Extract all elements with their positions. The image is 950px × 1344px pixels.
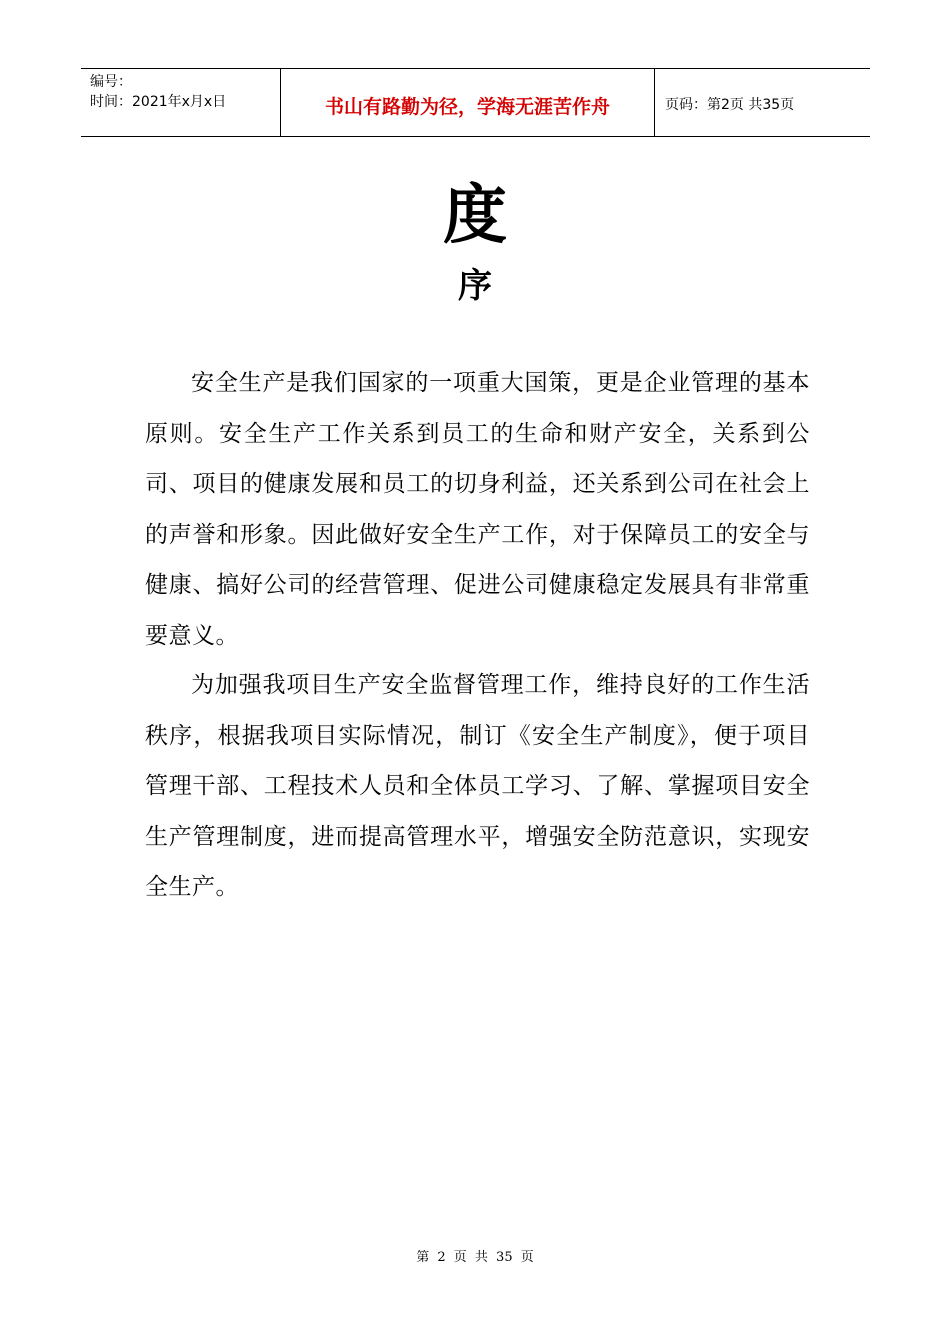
- body-paragraph-1: 安全生产是我们国家的一项重大国策，更是企业管理的基本原则。安全生产工作关系到员工的生命和财产安全，关系到公司、项目的健康发展和员工的切身利益，还关系到公司在社会上的声誉和形象。因此做好安全生产工作，对于保障员工的安全与健康、搞好公司的经营管理、促进公司健康稳定发展具有非常重要意义。: [145, 370, 810, 649]
- section-heading-char: 度: [443, 178, 507, 253]
- document-number-label: 编号：: [90, 74, 132, 90]
- page-title: 序: [458, 266, 492, 306]
- document-time: 时间：2021年x月x日: [90, 94, 227, 110]
- header-page-cell: [655, 69, 870, 136]
- header-left-cell: [81, 69, 281, 136]
- header-page-info: 页码：第2页 共35页: [665, 97, 795, 113]
- header-motto-cell: [281, 69, 655, 136]
- page-header: [81, 68, 870, 137]
- header-motto: 书山有路勤为径，学海无涯苦作舟: [324, 96, 610, 118]
- page-footer: 第 2 页 共 35 页: [416, 1250, 534, 1265]
- body-paragraph-2: 为加强我项目生产安全监督管理工作，维持良好的工作生活秩序，根据我项目实际情况，制订《安全生产制度》，便于项目管理干部、工程技术人员和全体员工学习、了解、掌握项目安全生产管理制度，进而提高管理水平，增强安全防范意识，实现安全生产。: [145, 672, 810, 900]
